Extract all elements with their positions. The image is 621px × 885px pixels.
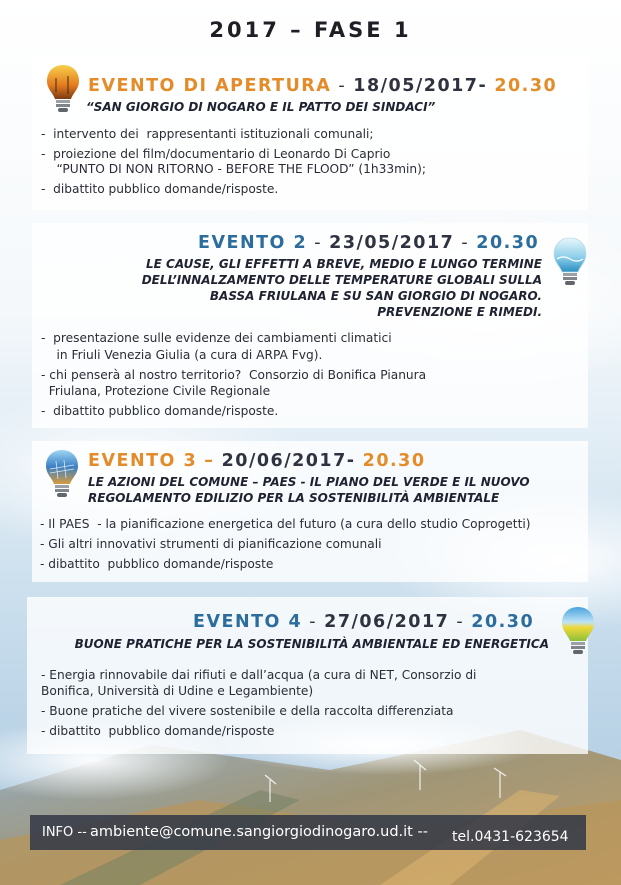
list-item: - dibattito pubblico domande/risposte.	[41, 404, 279, 418]
lightbulb-field-icon	[561, 606, 595, 658]
list-item: in Friuli Venezia Giulia (a cura di ARPA Fvg).	[41, 348, 323, 362]
info-bar	[30, 815, 586, 850]
subtitle-line: PREVENZIONE E RIMEDI.	[377, 305, 542, 319]
event-1-heading: EVENTO DI APERTURA - 18/05/2017- 20.30	[88, 76, 558, 96]
email-link[interactable]: ambiente@comune.sangiorgiodinogaro.ud.it --	[90, 824, 428, 840]
event-2-heading: EVENTO 2 - 23/05/2017 - 20.30	[198, 233, 540, 253]
event-1-subtitle: “SAN GIORGIO DI NOGARO E IL PATTO DEI SINDACI”	[86, 100, 436, 114]
event-1-name: EVENTO DI APERTURA	[88, 76, 332, 96]
event-3-name: EVENTO 3	[88, 451, 198, 471]
lightbulb-solar-icon	[45, 449, 79, 501]
list-item: - dibattito pubblico domande/risposte	[40, 557, 274, 571]
list-item: - proiezione del film/documentario di Leonardo Di Caprio	[41, 147, 391, 161]
lightbulb-water-icon	[553, 237, 587, 289]
lightbulb-sunset-icon	[46, 64, 80, 116]
event-4-time: 20.30	[471, 612, 535, 632]
list-item: - presentazione sulle evidenze dei cambiamenti climatici	[41, 331, 392, 345]
list-item: - Buone pratiche del vivere sostenibile e della raccolta differenziata	[41, 704, 454, 718]
event-4-bullets	[41, 668, 476, 744]
event-2-bullets	[41, 331, 426, 424]
event-2-date: 23/05/2017	[329, 233, 455, 253]
event-3-subtitle	[88, 474, 530, 506]
list-item: “PUNTO DI NON RITORNO - BEFORE THE FLOOD” (1h33min);	[41, 162, 426, 176]
list-item: - Gli altri innovativi strumenti di pianificazione comunali	[40, 537, 382, 551]
list-item: - intervento dei rappresentanti istituzionali comunali;	[41, 127, 374, 141]
event-4-subtitle: BUONE PRATICHE PER LA SOSTENIBILITÀ AMBIENTALE ED ENERGETICA	[74, 637, 549, 651]
list-item: Bonifica, Università di Udine e Legambiente)	[41, 684, 314, 698]
list-item: - dibattito pubblico domande/risposte.	[41, 182, 279, 196]
subtitle-line: DELL’INNALZAMENTO DELLE TEMPERATURE GLOBALI SULLA	[141, 273, 542, 287]
event-4-name: EVENTO 4	[193, 612, 303, 632]
list-item: - Il PAES - la pianificazione energetica del futuro (a cura dello studio Coprogetti)	[40, 517, 531, 531]
page-title: 2017 – FASE 1	[209, 18, 412, 42]
phone-number[interactable]: tel.0431-623654	[452, 829, 569, 845]
event-3-dash: –	[204, 451, 215, 471]
event-2-name: EVENTO 2	[198, 233, 308, 253]
event-1-bullets	[41, 127, 426, 202]
event-3-date: 20/06/2017-	[221, 451, 356, 471]
subtitle-line: LE CAUSE, GLI EFFETTI A BREVE, MEDIO E LUNGO TERMINE	[146, 257, 542, 271]
event-3-time: 20.30	[362, 451, 426, 471]
subtitle-line: BASSA FRIULANA E SU SAN GIORGIO DI NOGARO.	[209, 289, 542, 303]
event-1-time: 20.30	[494, 76, 558, 96]
event-3-bullets	[40, 517, 531, 577]
list-item: - Energia rinnovabile dai rifiuti e dall’acqua (a cura di NET, Consorzio di	[41, 668, 477, 682]
list-item: - dibattito pubblico domande/risposte	[41, 724, 275, 738]
event-2-subtitle	[60, 256, 542, 320]
subtitle-line: LE AZIONI DEL COMUNE – PAES - IL PIANO DEL VERDE E IL NUOVO	[88, 475, 530, 489]
event-4-date: 27/06/2017	[324, 612, 450, 632]
event-4-heading: EVENTO 4 - 27/06/2017 - 20.30	[193, 612, 535, 632]
info-label: INFO --	[42, 825, 87, 840]
event-1-date: 18/05/2017-	[353, 76, 488, 96]
list-item: Friulana, Protezione Civile Regionale	[41, 384, 271, 398]
list-item: - chi penserà al nostro territorio? Consorzio di Bonifica Pianura	[41, 368, 427, 382]
subtitle-line: REGOLAMENTO EDILIZIO PER LA SOSTENIBILITÀ AMBIENTALE	[88, 491, 500, 505]
event-3-heading	[88, 451, 426, 471]
event-2-time: 20.30	[476, 233, 540, 253]
